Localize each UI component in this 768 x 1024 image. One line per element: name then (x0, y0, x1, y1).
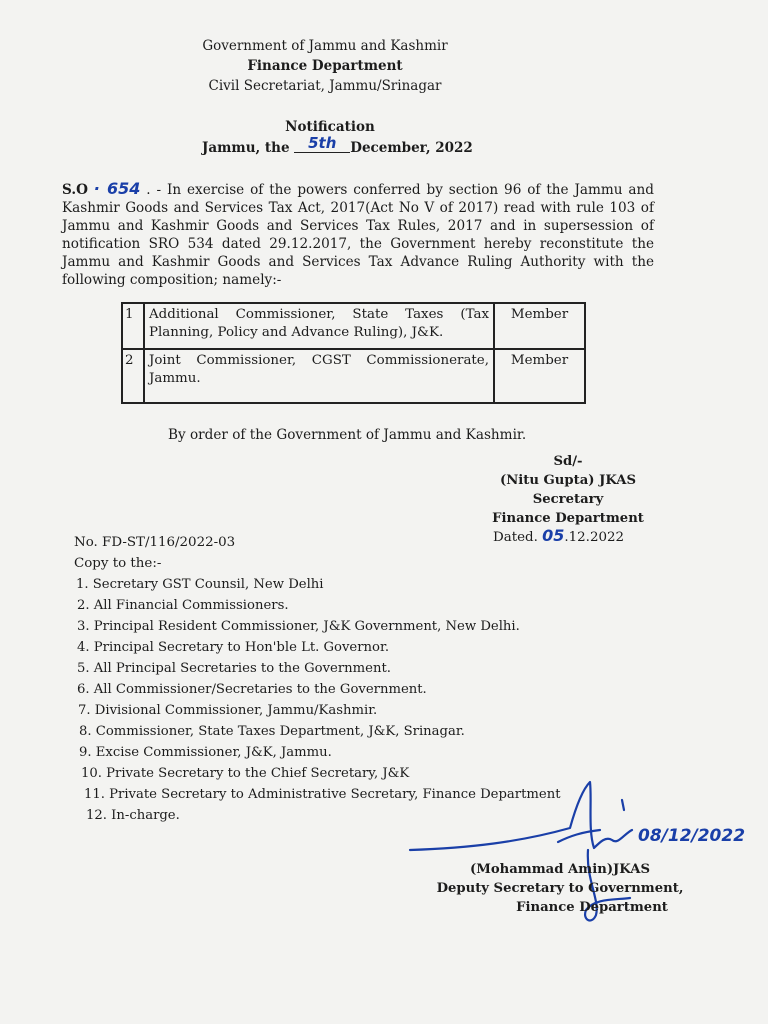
list-item: 12. In-charge. (86, 808, 180, 823)
date-prefix: Jammu, the (202, 140, 290, 156)
dated-handwritten: 05 (542, 526, 565, 545)
header-address: Civil Secretariat, Jammu/Srinagar (208, 78, 442, 94)
row-description: Joint Commissioner, CGST Commissionerate, Jammu. (144, 349, 494, 403)
list-item: 5. All Principal Secretaries to the Government. (77, 661, 391, 676)
composition-table (121, 302, 586, 404)
copy-to-heading: Copy to the:- (74, 556, 162, 571)
sd-mark: Sd/- (553, 454, 583, 469)
list-item: 6. All Commissioner/Secretaries to the Government. (77, 682, 427, 697)
notification-title: Notification (285, 119, 375, 135)
so-prefix: S.O (62, 182, 88, 198)
secretary-dept: Finance Department (492, 511, 644, 526)
list-item: 8. Commissioner, State Taxes Department, J&K, Srinagar. (79, 724, 465, 739)
reference-number: No. FD-ST/116/2022-03 (74, 535, 236, 550)
deputy-dept: Finance Department (516, 900, 668, 915)
dated-line (493, 526, 624, 545)
list-item: 7. Divisional Commissioner, Jammu/Kashmir. (78, 703, 378, 718)
table-row (122, 349, 585, 403)
list-item: 3. Principal Resident Commissioner, J&K Government, New Delhi. (77, 619, 520, 634)
signature-block-deputy (420, 860, 700, 917)
dated-label: Dated. (493, 530, 538, 545)
list-item: 11. Private Secretary to Administrative Secretary, Finance Department (84, 787, 561, 802)
row-role: Member (494, 303, 585, 349)
header-department: Finance Department (247, 58, 403, 74)
list-item: 10. Private Secretary to the Chief Secretary, J&K (81, 766, 410, 781)
list-item: 1. Secretary GST Counsil, New Delhi (76, 577, 324, 592)
order-text: . - In exercise of the powers conferred by section 96 of the Jammu and Kashmir Goods and Services Tax Act, 2017(Act No V of 2017) read with rule 103 of Jammu and Kashmir Goods and Services Tax Rules, 2017 and in supersession of notification SRO 534 dated 29.12.2017, the Government hereby reconstitute the Jammu and Kashmir Goods and Services Tax Advance Ruling Authority with the following composition; namely:- (62, 182, 654, 288)
secretary-name: (Nitu Gupta) JKAS (499, 473, 637, 488)
date-suffix: December, 2022 (350, 140, 473, 156)
table-row (122, 303, 585, 349)
row-number: 1 (122, 303, 144, 349)
row-number: 2 (122, 349, 144, 403)
dated-rest: .12.2022 (564, 530, 625, 545)
signature-block-secretary (478, 452, 658, 528)
secretary-title: Secretary (532, 492, 604, 507)
header-government: Government of Jammu and Kashmir (202, 38, 448, 54)
row-role: Member (494, 349, 585, 403)
signature-date-handwritten: 08/12/2022 (638, 826, 746, 846)
date-handwritten: 5th (308, 134, 337, 152)
deputy-title: Deputy Secretary to Government, (436, 881, 684, 896)
by-order-line: By order of the Government of Jammu and Kashmir. (168, 427, 527, 443)
so-number-handwritten: · 654 (93, 179, 141, 198)
notification-date-line (202, 134, 473, 157)
list-item: 2. All Financial Commissioners. (77, 598, 289, 613)
deputy-name: (Mohammad Amin)JKAS (470, 862, 650, 877)
row-description: Additional Commissioner, State Taxes (Tax Planning, Policy and Advance Ruling), J&K. (144, 303, 494, 349)
list-item: 4. Principal Secretary to Hon'ble Lt. Governor. (77, 640, 390, 655)
order-paragraph (62, 180, 654, 289)
list-item: 9. Excise Commissioner, J&K, Jammu. (79, 745, 332, 760)
